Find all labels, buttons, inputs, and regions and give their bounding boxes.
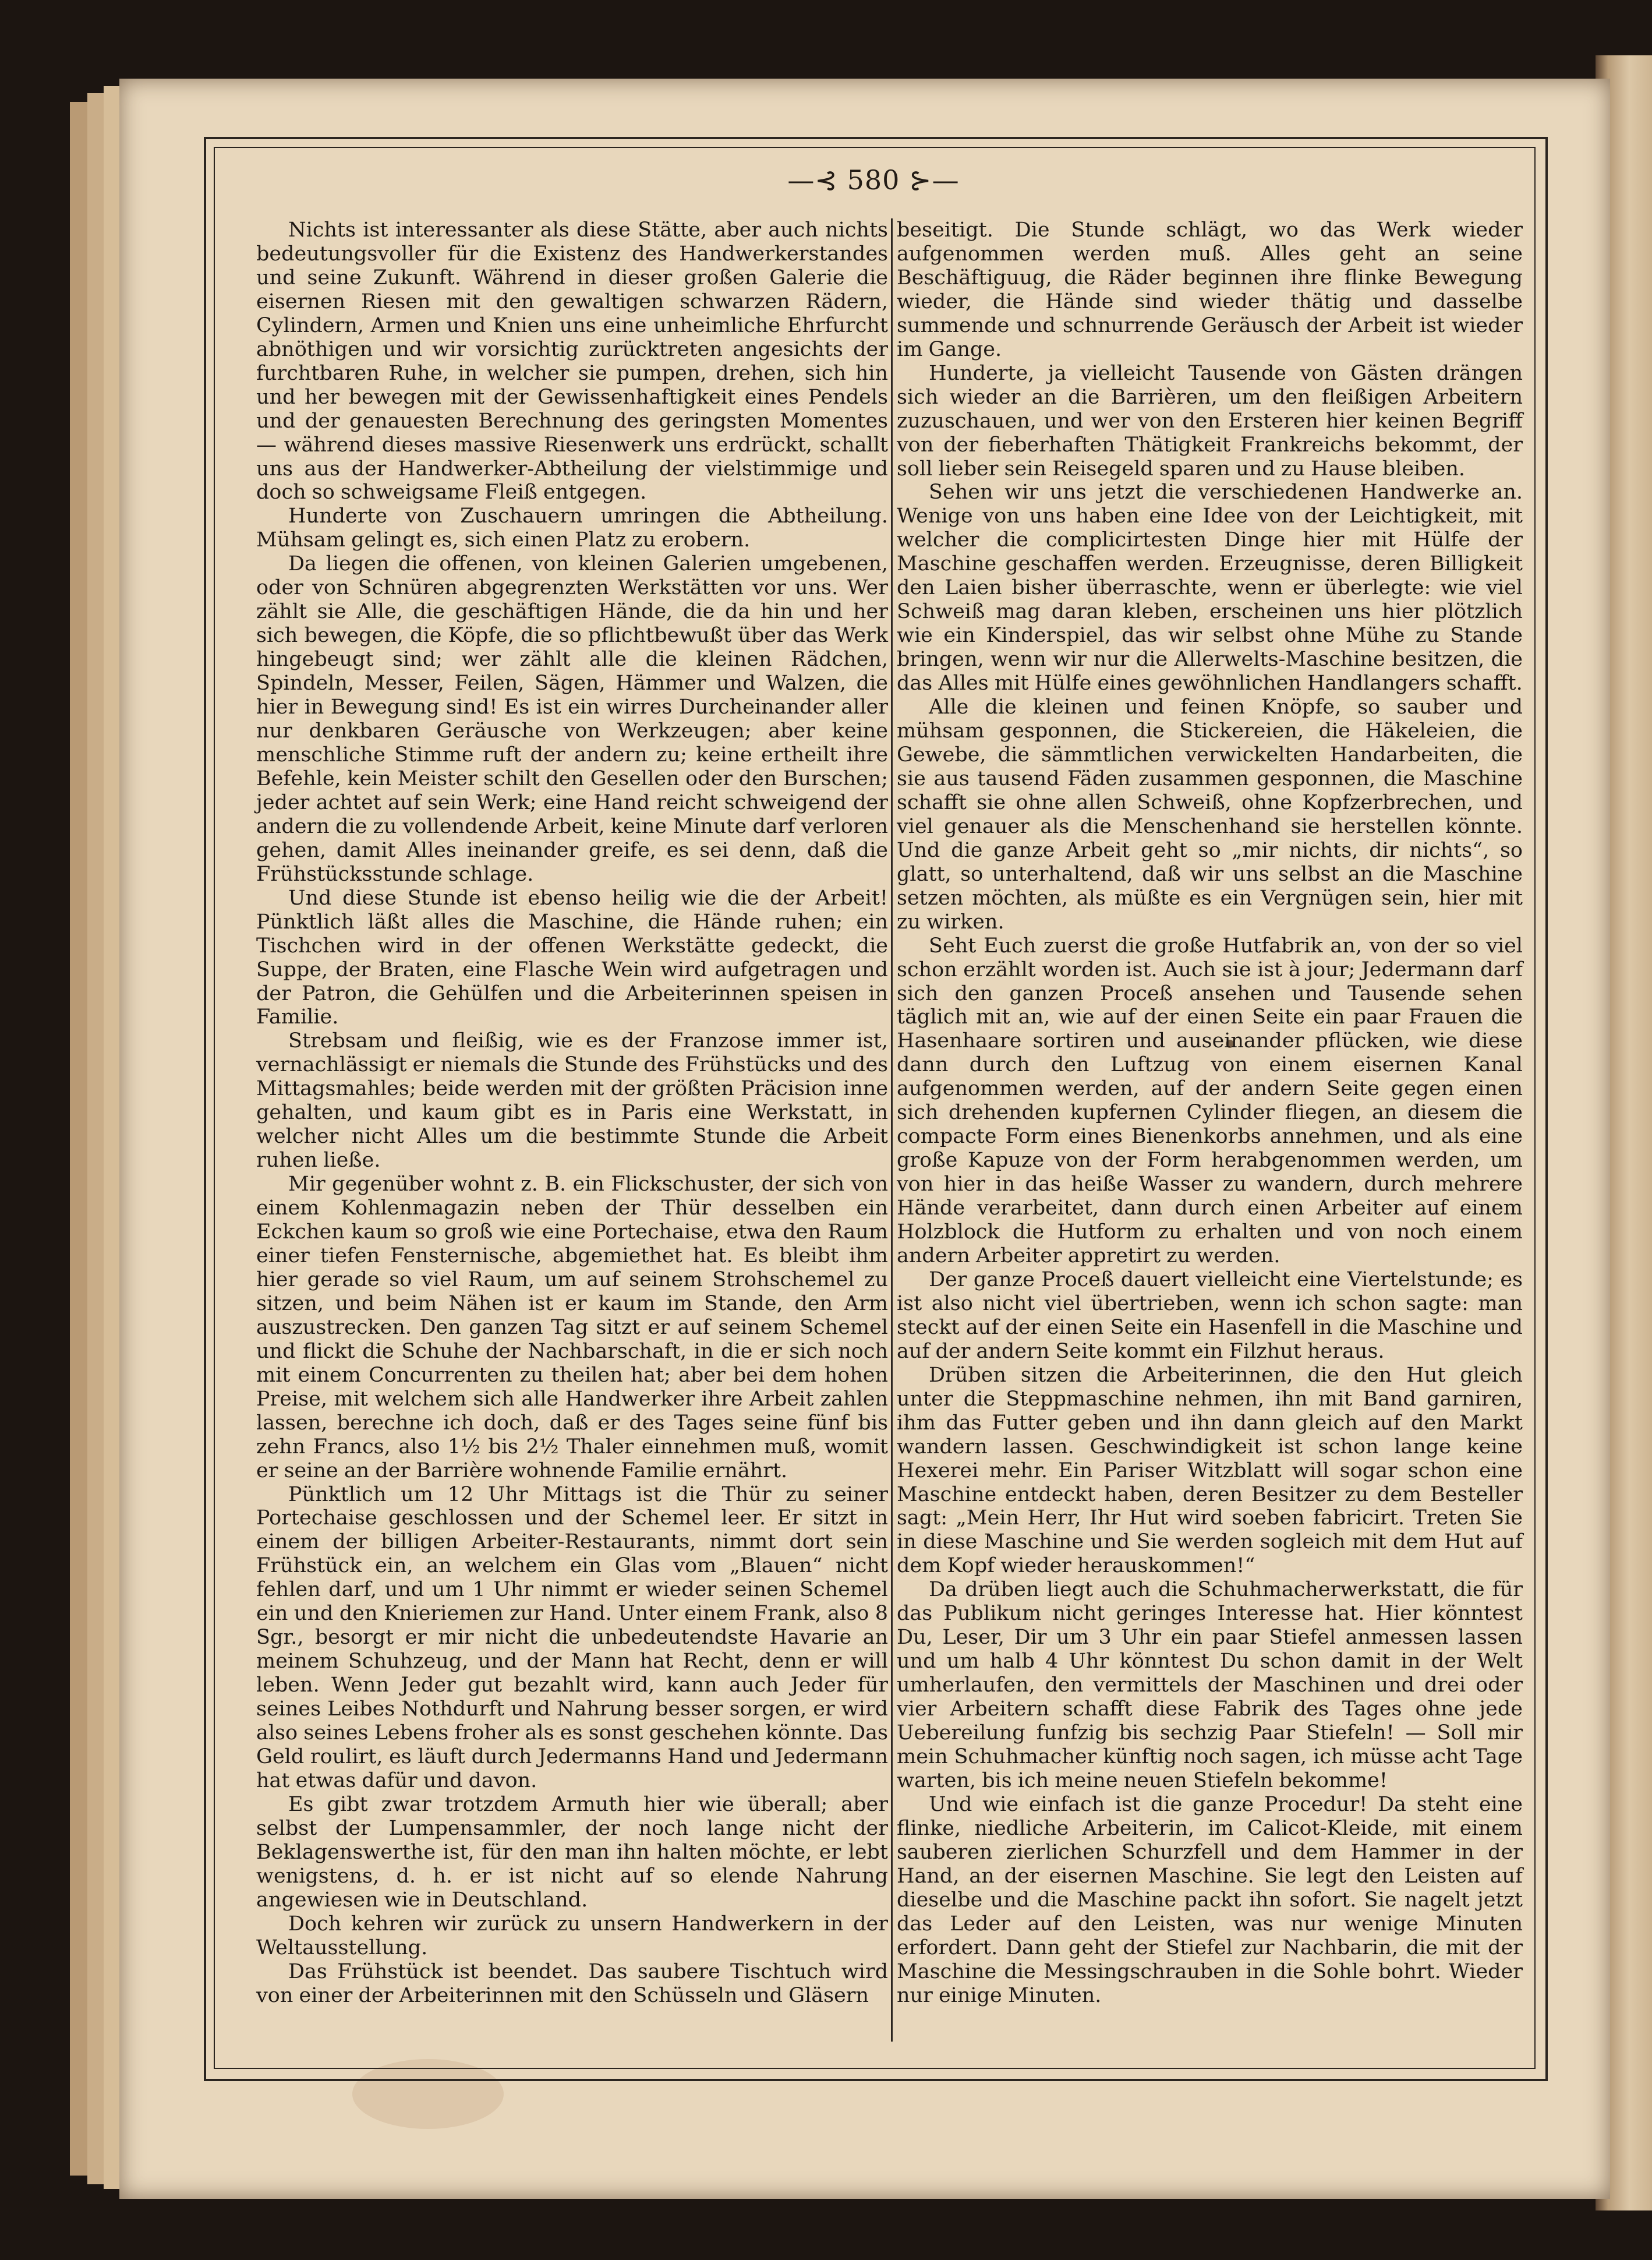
page-number-value: 580 [847, 164, 900, 196]
paragraph: Und wie einfach ist die ganze Procedur! Da steht eine flinke, niedliche Arbeiterin, im Calicot-Kleide, mit einem sauberen zierlichen Schurzfell und dem Hammer in der Hand, an der eisernen Maschine. Sie legt den Leisten auf dieselbe und die Maschine packt ihn sofort. Sie nagelt jetzt das Leder auf den Leisten, was nur wenige Minuten erfordert. Dann geht der Stiefel zur Nachbarin, die mit der Maschine die Messingschrauben in die Sohle bohrt. Wieder nur einige Minuten. [897, 1792, 1523, 2007]
paragraph: Da liegen die offenen, von kleinen Galerien umgebenen, oder von Schnüren abgegrenzten Werkstätten vor uns. Wer zählt sie Alle, die geschäftigen Hände, die da hin und her sich bewegen, die Köpfe, die so pflichtbewußt über das Werk hingebeugt sind; wer zählt alle die kleinen Rädchen, Spindeln, Messer, Feilen, Sägen, Hämmer und Walzen, die hier in Bewegung sind! Es ist ein wirres Durcheinander aller nur denkbaren Geräusche von Werkzeugen; aber keine menschliche Stimme ruft der andern zu; keine ertheilt ihre Befehle, kein Meister schilt den Gesellen oder den Burschen; jeder achtet auf sein Werk; eine Hand reicht schweigend der andern die zu vollendende Arbeit, keine Minute darf verloren gehen, damit Alles ineinander greife, es sei denn, daß die Frühstücksstunde schlage. [256, 552, 888, 886]
paragraph: Hunderte von Zuschauern umringen die Abtheilung. Mühsam gelingt es, sich einen Platz zu erobern. [256, 504, 888, 552]
paragraph: Sehen wir uns jetzt die verschiedenen Handwerke an. Wenige von uns haben eine Idee von der Leichtigkeit, mit welcher die complicirtesten Dinge hier mit Hülfe der Maschine geschaffen werden. Erzeugnisse, deren Billigkeit den Laien bisher überraschte, wenn er überlegte: wie viel Schweiß mag daran kleben, erscheinen uns hier plötzlich wie ein Kinderspiel, das wir selbst ohne Mühe zu Stande bringen, wenn wir nur die Allerwelts-Maschine besitzen, die das Alles mit Hülfe eines gewöhnlichen Handlangers schafft. [897, 481, 1523, 695]
page-number-ornament-left: —⊰ [787, 164, 838, 196]
paragraph: Doch kehren wir zurück zu unsern Handwerkern in der Weltausstellung. [256, 1912, 888, 1959]
paragraph: Das Frühstück ist beendet. Das saubere Tischtuch wird von einer der Arbeiterinnen mit den Schüsseln und Gläsern [256, 1959, 888, 2007]
paragraph: Seht Euch zuerst die große Hutfabrik an, von der so viel schon erzählt worden ist. Auch sie ist à jour; Jedermann darf sich den ganzen Proceß ansehen und Tausende sehen täglich mit an, wie auf der einen Seite ein paar Frauen die Hasenhaare sortiren und auseinander pflücken, wie diese dann durch den Luftzug von einem eisernen Kanal aufgenommen werden, auf der andern Seite gegen einen sich drehenden kupfernen Cylinder fliegen, an diesem die compacte Form eines Bienenkorbs annehmen, und als eine große Kapuze von der Form herabgenommen werden, um von hier in das heiße Wasser zu wandern, durch mehrere Hände verarbeitet, dann durch einen Arbeiter auf einem Holzblock die Hutform zu erhalten und von noch einem andern Arbeiter appretirt zu werden. [897, 934, 1523, 1267]
page-number-ornament-right: ⊱— [909, 164, 960, 196]
paragraph: Drüben sitzen die Arbeiterinnen, die den Hut gleich unter die Steppmaschine nehmen, ihn mit Band garniren, ihm das Futter geben und ihn dann gleich auf den Markt wandern lassen. Geschwindigkeit ist schon lange keine Hexerei mehr. Ein Pariser Witzblatt will sogar schon eine Maschine entdeckt haben, deren Besitzer zu dem Besteller sagt: „Mein Herr, Ihr Hut wird soeben fabricirt. Treten Sie in diese Maschine und Sie werden sogleich mit dem Hut auf dem Kopf wieder herauskommen!“ [897, 1363, 1523, 1578]
paragraph: Da drüben liegt auch die Schuhmacherwerkstatt, die für das Publikum nicht geringes Interesse hat. Hier könntest Du, Leser, Dir um 3 Uhr ein paar Stiefel anmessen lassen und um halb 4 Uhr könntest Du schon damit in der Welt umherlaufen, den vermittels der Maschinen und drei oder vier Arbeitern schafft diese Fabrik des Tages ohne jede Uebereilung funfzig bis sechzig Paar Stiefeln! — Soll mir mein Schuhmacher künftig noch sagen, ich müsse acht Tage warten, bis ich meine neuen Stiefeln bekomme! [897, 1578, 1523, 1792]
paragraph-continued: beseitigt. Die Stunde schlägt, wo das Werk wieder aufgenommen werden muß. Alles geht an seine Beschäftiguug, die Räder beginnen ihre flinke Bewegung wieder, die Hände sind wieder thätig und dasselbe summende und schnurrende Geräusch der Arbeit ist wieder im Gange. [897, 218, 1523, 361]
text-column-left [256, 218, 888, 2053]
paragraph: Es gibt zwar trotzdem Armuth hier wie überall; aber selbst der Lumpensammler, der noch lange nicht der Beklagenswerthe ist, für den man ihn halten möchte, er lebt wenigstens, d. h. er ist nicht auf so elende Nahrung angewiesen wie in Deutschland. [256, 1792, 888, 1912]
paragraph: Der ganze Proceß dauert vielleicht eine Viertelstunde; es ist also nicht viel übertrieben, wenn ich schon sagte: man steckt auf der einen Seite ein Hasenfell in die Maschine und auf der andern Seite kommt ein Filzhut heraus. [897, 1267, 1523, 1363]
column-divider [891, 218, 893, 2042]
paragraph: Nichts ist interessanter als diese Stätte, aber auch nichts bedeutungsvoller für die Existenz des Handwerkerstandes und seine Zukunft. Während in dieser großen Galerie die eisernen Riesen mit den gewaltigen schwarzen Rädern, Cylindern, Armen und Knien uns eine unheimliche Ehrfurcht abnöthigen und wir vorsichtig zurücktreten angesichts der furchtbaren Ruhe, in welcher sie pumpen, drehen, sich hin und her bewegen mit der Gewissenhaftigkeit eines Pendels und der genauesten Berechnung des geringsten Momentes — während dieses massive Riesenwerk uns erdrückt, schallt uns aus der Handwerker-Abtheilung der vielstimmige und doch so schweigsame Fleiß entgegen. [256, 218, 888, 504]
paragraph: Strebsam und fleißig, wie es der Franzose immer ist, vernachlässigt er niemals die Stunde des Frühstücks und des Mittagsmahles; beide werden mit der größten Präcision inne gehalten, und kaum gibt es in Paris eine Werkstatt, in welcher nicht Alles um die bestimmte Stunde die Arbeit ruhen ließe. [256, 1029, 888, 1173]
paragraph: Hunderte, ja vielleicht Tausende von Gästen drängen sich wieder an die Barrièren, um den fleißigen Arbeitern zuzuschauen, und wer von den Ersteren hier keinen Begriff von der fieberhaften Thätigkeit Frankreichs bekommt, der soll lieber sein Reisegeld sparen und zu Hause bleiben. [897, 361, 1523, 481]
paragraph: Und diese Stunde ist ebenso heilig wie die der Arbeit! Pünktlich läßt alles die Maschine, die Hände ruhen; ein Tischchen wird in der offenen Werkstätte gedeckt, die Suppe, der Braten, eine Flasche Wein wird aufgetragen und der Patron, die Gehülfen und die Arbeiterinnen speisen in Familie. [256, 886, 888, 1029]
paragraph: Mir gegenüber wohnt z. B. ein Flickschuster, der sich von einem Kohlenmagazin neben der Thür desselben ein Eckchen kaum so groß wie eine Portechaise, etwa den Raum einer tiefen Fensternische, abgemiethet hat. Es bleibt ihm hier gerade so viel Raum, um auf seinem Strohschemel zu sitzen, und beim Nähen ist er kaum im Stande, den Arm auszustrecken. Den ganzen Tag sitzt er auf seinem Schemel und flickt die Schuhe der Nachbarschaft, in die er sich noch mit einem Concurrenten zu theilen hat; aber bei dem hohen Preise, mit welchem sich alle Handwerker ihre Arbeit zahlen lassen, berechne ich doch, daß er des Tages seine fünf bis zehn Francs, also 1½ bis 2½ Thaler einnehmen muß, womit er seine an der Barrière wohnende Familie ernährt. [256, 1173, 888, 1482]
paragraph: Alle die kleinen und feinen Knöpfe, so sauber und mühsam gesponnen, die Stickereien, die Häkeleien, die Gewebe, die sämmtlichen verwickelten Handarbeiten, die sie aus tausend Fäden zusammen gesponnen, die Maschine schafft sie ohne allen Schweiß, ohne Kopfzerbrechen, und viel genauer als die Menschenhand sie herstellen könnte. Und die ganze Arbeit geht so „mir nichts, dir nichts“, so glatt, so unterhaltend, daß wir uns selbst an die Maschine setzen möchten, als müßte es ein Vergnügen sein, hier mit zu wirken. [897, 695, 1523, 934]
text-column-right [897, 218, 1523, 2053]
paragraph: Pünktlich um 12 Uhr Mittags ist die Thür zu seiner Portechaise geschlossen und der Schemel leer. Er sitzt in einem der billigen Arbeiter-Restaurants, nimmt dort sein Frühstück ein, an welchem ein Glas vom „Blauen“ nicht fehlen darf, und um 1 Uhr nimmt er wieder seinen Schemel ein und den Knieriemen zur Hand. Unter einem Frank, also 8 Sgr., besorgt er mir nicht die unbedeutendste Havarie an meinem Schuhzeug, und der Mann hat Recht, denn er will leben. Wenn Jeder gut bezahlt wird, kann auch Jeder für seines Leibes Nothdurft und Nahrung besser sorgen, er wird also seines Lebens froher als es sonst geschehen könnte. Das Geld roulirt, es läuft durch Jedermanns Hand und Jedermann hat etwas dafür und davon. [256, 1482, 888, 1792]
page-number [757, 164, 990, 196]
